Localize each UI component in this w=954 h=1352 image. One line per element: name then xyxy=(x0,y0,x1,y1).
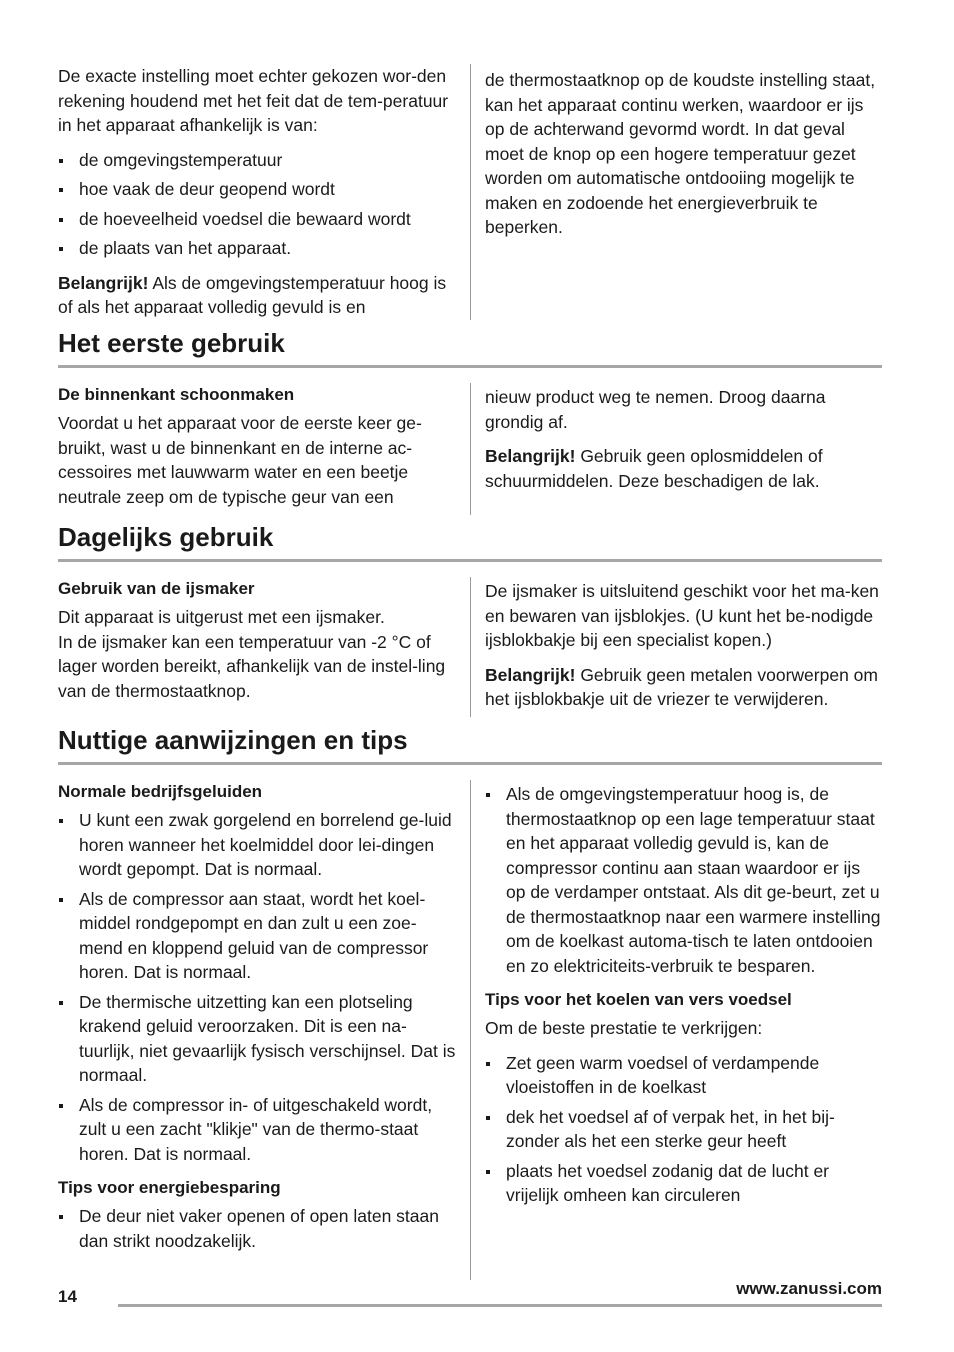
intro-bullet-list xyxy=(58,148,456,261)
energy-bullet-list-continued xyxy=(485,782,882,978)
noise-bullet-list xyxy=(58,808,456,1166)
first-use-left-column xyxy=(58,383,470,515)
list-item: Als de compressor aan staat, wordt het koel-middel rondgepompt en dan zult u een zoe-mend en kloppend geluid van de compressor horen. Dat is normaal. xyxy=(58,887,456,985)
section-divider xyxy=(58,762,882,765)
list-item: Zet geen warm voedsel of verdampende vloeistoffen in de koelkast xyxy=(485,1051,882,1100)
subsection-title: De binnenkant schoonmaken xyxy=(58,385,295,404)
list-item: dek het voedsel af of verpak het, in het bij-zonder als het een sterke geur heeft xyxy=(485,1105,882,1154)
intro-left-column xyxy=(58,64,470,320)
section-title: Nuttige aanwijzingen en tips xyxy=(58,725,408,755)
daily-use-section xyxy=(58,577,882,717)
important-label: Belangrijk! xyxy=(58,272,149,293)
subsection-title: Normale bedrijfsgeluiden xyxy=(58,782,263,801)
list-item: de plaats van het apparaat. xyxy=(58,236,456,261)
footer-divider xyxy=(118,1304,882,1307)
subsection-title: Tips voor het koelen van vers voedsel xyxy=(485,990,792,1009)
daily-use-left-column xyxy=(58,577,470,717)
intro-section xyxy=(58,64,882,320)
daily-use-important-note xyxy=(485,663,882,712)
section-divider xyxy=(58,559,882,562)
list-item: hoe vaak de deur geopend wordt xyxy=(58,177,456,202)
section-heading-tips xyxy=(58,723,882,765)
first-use-section xyxy=(58,383,882,515)
energy-bullet-list xyxy=(58,1204,456,1253)
first-use-paragraph: Voordat u het apparaat voor de eerste keer ge-bruikt, wast u de binnenkant en de interne ac-cessoires met lauwwarm water en een beetje neutrale zeep om de typische geur van een xyxy=(58,413,422,507)
important-label: Belangrijk! xyxy=(485,446,576,466)
daily-use-right-paragraph: De ijsmaker is uitsluitend geschikt voor het ma-ken en bewaren van ijsblokjes. (U kunt het be-nodigde ijsblokbakje bij een specialist kopen.) xyxy=(485,581,879,650)
list-item: Als de omgevingstemperatuur hoog is, de thermostaatknop op een lage temperatuur staat en het apparaat volledig gevuld is, kan de compressor continu aan staan waardoor er ijs op de verdamper ontstaat. Als dit ge-beurt, zet u de thermostaatknop naar een warmere instelling om de koelkast automa-tisch te laten ontdooien en zo elektriciteits-verbruik te besparen. xyxy=(485,782,882,978)
important-text: Gebruik geen oplosmiddelen of schuurmiddelen. Deze beschadigen de lak. xyxy=(485,446,823,491)
first-use-right-paragraph: nieuw product weg te nemen. Droog daarna grondig af. xyxy=(485,387,826,432)
subsection-title: Gebruik van de ijsmaker xyxy=(58,579,255,598)
section-divider xyxy=(58,365,882,368)
important-label: Belangrijk! xyxy=(485,664,576,685)
important-text: Als de omgevingstemperatuur hoog is of als het apparaat volledig gevuld is en xyxy=(58,272,447,317)
section-title: Dagelijks gebruik xyxy=(58,522,274,552)
section-title: Het eerste gebruik xyxy=(58,328,285,358)
website-link[interactable]: www.zanussi.com xyxy=(736,1279,882,1298)
section-heading-first-use xyxy=(58,326,882,368)
tips-left-column xyxy=(58,780,470,1280)
intro-right-column xyxy=(470,64,882,320)
intro-important-note xyxy=(58,271,456,320)
page-number: 14 xyxy=(58,1287,77,1306)
section-heading-daily-use xyxy=(58,520,882,562)
list-item: De thermische uitzetting kan een plotseling krakend geluid veroorzaken. Dit is een na-tuurlijk, niet gevaarlijk fysisch verschijnsel. Dat is normaal. xyxy=(58,990,456,1088)
fresh-food-bullet-list xyxy=(485,1051,882,1208)
list-item: plaats het voedsel zodanig dat de lucht er vrijelijk omheen kan circuleren xyxy=(485,1159,882,1208)
daily-use-line-2: In de ijsmaker kan een temperatuur van -2 °C of lager worden bereikt, afhankelijk van de instel-ling van de thermostaatknop. xyxy=(58,631,446,701)
subsection-title: Tips voor energiebesparing xyxy=(58,1178,281,1197)
first-use-right-column xyxy=(470,383,882,515)
list-item: U kunt een zwak gorgelend en borrelend ge-luid horen wanneer het koelmiddel door lei-dingen wordt gepompt. Dat is normaal. xyxy=(58,808,456,882)
intro-right-paragraph: de thermostaatknop op de koudste instelling staat, kan het apparaat continu werken, waardoor er ijs op de achterwand gevormd wordt. In dat geval moet de knop op een hogere temperatuur gezet worden om automatische ontdooiing mogelijk te maken en zodoende het energieverbruik te beperken. xyxy=(485,70,876,237)
intro-paragraph: De exacte instelling moet echter gekozen wor-den rekening houdend met het feit dat de tem-peratuur in het apparaat afhankelijk is van: xyxy=(58,66,449,135)
tips-right-column xyxy=(470,780,882,1280)
list-item: Als de compressor in- of uitgeschakeld wordt, zult u een zacht "klikje" van de thermo-staat horen. Dat is normaal. xyxy=(58,1093,456,1167)
list-item: de omgevingstemperatuur xyxy=(58,148,456,173)
list-item: De deur niet vaker openen of open laten staan dan strikt noodzakelijk. xyxy=(58,1204,456,1253)
tips-section xyxy=(58,780,882,1280)
daily-use-line-1: Dit apparaat is uitgerust met een ijsmaker. xyxy=(58,607,385,627)
first-use-important-note xyxy=(485,444,882,493)
daily-use-right-column xyxy=(470,577,882,717)
important-text: Gebruik geen metalen voorwerpen om het ijsblokbakje uit de vriezer te verwijderen. xyxy=(485,664,878,709)
fresh-food-intro: Om de beste prestatie te verkrijgen: xyxy=(485,1018,763,1038)
list-item: de hoeveelheid voedsel die bewaard wordt xyxy=(58,207,456,232)
